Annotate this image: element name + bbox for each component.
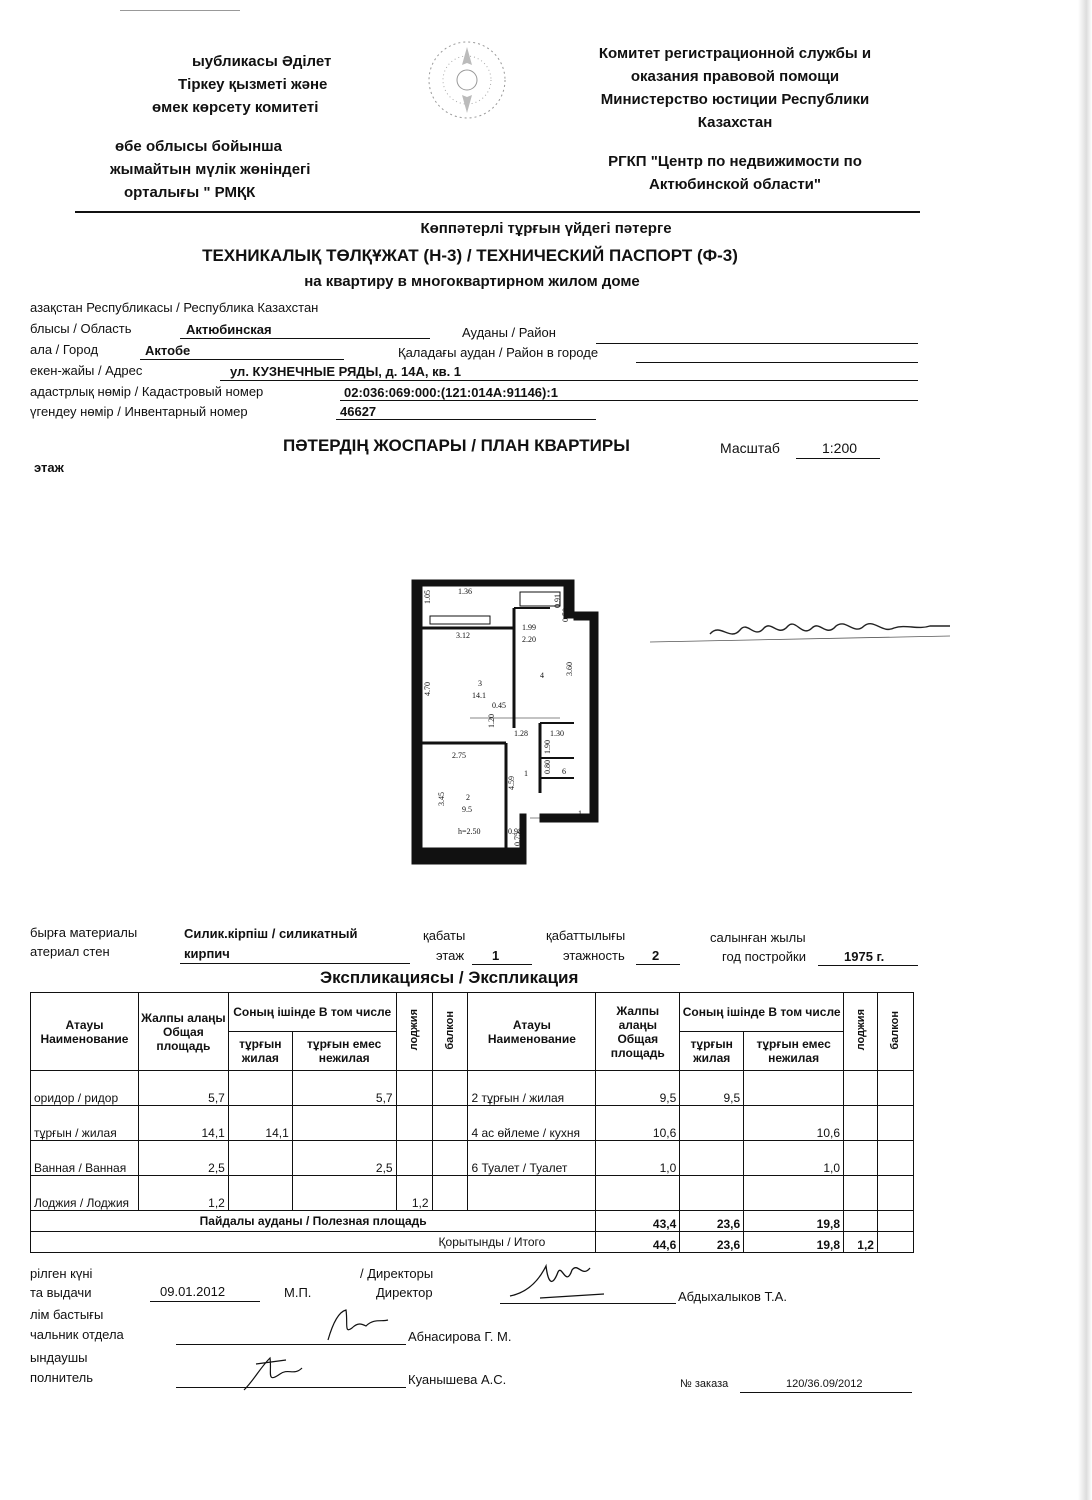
issued-ru: та выдачи xyxy=(30,1285,92,1300)
svg-text:9.5: 9.5 xyxy=(462,805,472,814)
floors-value: 2 xyxy=(652,948,660,963)
svg-text:4: 4 xyxy=(540,671,544,680)
dept-signature xyxy=(318,1304,408,1344)
svg-text:2.20: 2.20 xyxy=(522,635,536,644)
svg-text:0.75: 0.75 xyxy=(513,832,522,846)
col-loggia: лоджия xyxy=(396,993,432,1071)
seal-emblem xyxy=(422,35,512,125)
title-line3: на квартиру в многоквартирном жилом доме xyxy=(304,273,640,290)
floor-plan xyxy=(410,578,602,866)
svg-text:1.90: 1.90 xyxy=(543,740,552,754)
svg-text:1.99: 1.99 xyxy=(522,623,536,632)
svg-text:1.05: 1.05 xyxy=(423,590,432,604)
col-nonliving: тұрғын емес нежилая xyxy=(292,1032,396,1071)
address-value: ул. КУЗНЕЧНЫЕ РЯДЫ, д. 14А, кв. 1 xyxy=(230,364,462,379)
floor-kz: қабаты xyxy=(423,928,466,943)
svg-text:14.1: 14.1 xyxy=(472,691,486,700)
svg-text:2.75: 2.75 xyxy=(452,751,466,760)
inventory-label: үгендеу нөмір / Инвентарный номер xyxy=(30,404,248,419)
svg-text:3.45: 3.45 xyxy=(437,792,446,806)
kz-center-header: өбе облысы бойынша жымайтын мүлік жөніндегі орталығы " РМҚК xyxy=(110,138,311,201)
handwritten-note xyxy=(650,612,962,652)
svg-text:6: 6 xyxy=(562,767,566,776)
svg-text:0.91: 0.91 xyxy=(553,594,562,608)
dept-name: Абнасирова Г. М. xyxy=(408,1329,512,1344)
kz-org-header: ыубликасы Әділет Тіркеу қызметі және өмек көрсету комитеті xyxy=(152,53,332,116)
title-line1: Көппәтерлі тұрғын үйдегі пәтерге xyxy=(420,220,672,237)
dept-ru: чальник отдела xyxy=(30,1327,124,1342)
col-nonliving-r: тұрғын емес нежилая xyxy=(744,1032,844,1071)
year-value: 1975 г. xyxy=(844,949,885,964)
material-value-1: Силик.кірпіш / силикатный xyxy=(184,926,358,941)
address-label: екен-жайы / Адрес xyxy=(30,363,143,378)
col-loggia-r: лоджия xyxy=(844,993,878,1071)
city-district-label: Қаладағы аудан / Район в городе xyxy=(398,345,599,360)
year-ru: год постройки xyxy=(722,949,806,964)
dept-kz: лім бастығы xyxy=(30,1307,104,1322)
exec-name: Куанышева А.С. xyxy=(408,1372,507,1387)
material-value-2: кирпич xyxy=(184,946,230,961)
title-line2: ТЕХНИКАЛЫҚ ТӨЛҚҰЖАТ (Н-3) / ТЕХНИЧЕСКИЙ ПАСПОРТ (Ф-3) xyxy=(202,246,738,265)
material-label-ru: атериал стен xyxy=(30,944,110,959)
table-row: оридор / ридор 5,7 5,7 2 тұрғын / жилая 9,5 9,5 xyxy=(31,1071,914,1106)
floors-ru: этажность xyxy=(563,948,625,963)
svg-text:3.12: 3.12 xyxy=(456,631,470,640)
exec-ru: полнитель xyxy=(30,1370,93,1385)
top-border-line xyxy=(120,10,240,11)
svg-text:h=2.50: h=2.50 xyxy=(458,827,481,836)
city-label: ала / Город xyxy=(30,342,99,357)
svg-text:4.59: 4.59 xyxy=(507,776,516,790)
plan-heading: ПӘТЕРДІҢ ЖОСПАРЫ / ПЛАН КВАРТИРЫ xyxy=(283,436,630,455)
exec-signature xyxy=(236,1350,326,1396)
col-living-r: тұрғын жилая xyxy=(680,1032,744,1071)
svg-text:1.30: 1.30 xyxy=(550,729,564,738)
svg-text:2: 2 xyxy=(466,793,470,802)
material-label-kz: бырға материалы xyxy=(30,925,138,940)
total-row: Қорытынды / Итого 44,6 23,6 19,8 1,2 xyxy=(31,1232,914,1253)
issued-kz: рілген күні xyxy=(30,1266,93,1281)
col-incl-r: Соның ішінде В том числе xyxy=(680,993,844,1032)
mp-stamp: М.П. xyxy=(284,1285,312,1300)
svg-text:1.28: 1.28 xyxy=(514,729,528,738)
col-name-r: Атауы Наименование xyxy=(468,993,596,1071)
exec-kz: ындаушы xyxy=(30,1350,88,1365)
scale-value: 1:200 xyxy=(822,440,858,456)
table-row: Лоджия / Лоджия 1,2 1,2 xyxy=(31,1176,914,1211)
cadastral-value: 02:036:069:000:(121:014А:91146):1 xyxy=(344,385,558,400)
region-value: Актюбинская xyxy=(186,322,272,337)
svg-text:0.45: 0.45 xyxy=(492,701,506,710)
explication-title: Экспликациясы / Экспликация xyxy=(320,968,579,987)
svg-text:3: 3 xyxy=(478,679,482,688)
col-incl: Соның ішінде В том числе xyxy=(228,993,396,1032)
director-kz: / Директоры xyxy=(360,1266,434,1281)
floor-value: 1 xyxy=(492,948,500,963)
director-ru: Директор xyxy=(376,1285,433,1300)
useful-area-row: Пайдалы ауданы / Полезная площадь 43,4 23,6 19,8 xyxy=(31,1211,914,1232)
explication-table xyxy=(30,992,914,1253)
republic-label: азақстан Республикасы / Республика Казахстан xyxy=(30,300,319,315)
svg-text:0.98: 0.98 xyxy=(508,827,522,836)
svg-text:3.60: 3.60 xyxy=(565,662,574,676)
region-label: блысы / Область xyxy=(30,321,132,336)
col-total: Жалпы алаңы Общая площадь xyxy=(138,993,228,1071)
col-living: тұрғын жилая xyxy=(228,1032,292,1071)
cadastral-label: адастрлық нөмір / Кадастровый номер xyxy=(30,384,264,399)
floor-ru: этаж xyxy=(436,948,465,963)
floor-label: этаж xyxy=(34,460,64,475)
col-balcony: балкон xyxy=(432,993,468,1071)
col-name: Атауы Наименование xyxy=(31,993,139,1071)
issued-date: 09.01.2012 xyxy=(160,1284,226,1299)
district-label: Ауданы / Район xyxy=(462,325,556,340)
col-total-r: Жалпы алаңы Общая площадь xyxy=(596,993,680,1071)
col-balcony-r: балкон xyxy=(877,993,913,1071)
scan-edge xyxy=(1078,0,1092,1500)
svg-text:1: 1 xyxy=(578,809,582,818)
director-name: Абдыхалыков Т.А. xyxy=(678,1289,787,1304)
svg-text:1: 1 xyxy=(524,769,528,778)
inventory-value: 46627 xyxy=(340,404,377,419)
city-value: Актобе xyxy=(145,343,191,358)
header-divider xyxy=(75,211,920,213)
svg-text:0.80: 0.80 xyxy=(543,760,552,774)
ru-org-header: Комитет регистрационной службы и оказания правовой помощи Министерство юстиции Республики Казахстан xyxy=(598,45,872,131)
svg-text:1.36: 1.36 xyxy=(458,587,472,596)
floors-kz: қабаттылығы xyxy=(546,928,626,943)
svg-text:1.20: 1.20 xyxy=(487,714,496,728)
year-kz: салынған жылы xyxy=(710,930,806,945)
table-row: тұрғын / жилая 14,1 14,1 4 ас өйлеме / кухня 10,6 10,6 xyxy=(31,1106,914,1141)
order-value: 120/36.09/2012 xyxy=(786,1378,863,1390)
svg-text:4.70: 4.70 xyxy=(423,682,432,696)
svg-text:0.50: 0.50 xyxy=(561,608,570,622)
scale-label: Масштаб xyxy=(720,440,780,456)
ru-center-header: РГКП "Центр по недвижимости по Актюбинской области" xyxy=(608,153,862,193)
table-row: Ванная / Ванная 2,5 2,5 6 Туалет / Туалет 1,0 1,0 xyxy=(31,1141,914,1176)
director-signature xyxy=(500,1258,610,1304)
order-label: № заказа xyxy=(680,1378,729,1390)
